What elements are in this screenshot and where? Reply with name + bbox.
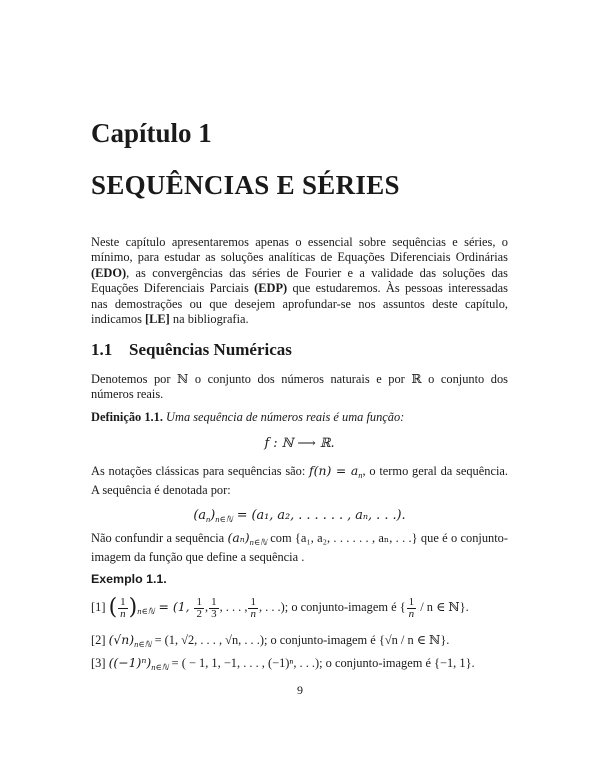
definition bbox=[91, 410, 404, 425]
confuse-seq: (aₙ) bbox=[227, 530, 250, 545]
definition-label: Definição 1.1. bbox=[91, 410, 163, 424]
chapter-label: Capítulo 1 bbox=[91, 118, 212, 148]
reference-le: [LE] bbox=[145, 312, 170, 327]
seq-lhs-sub: n bbox=[206, 514, 211, 524]
seq-rhs: = (a₁, a₂, . . . . . . , aₙ, . . .). bbox=[232, 508, 406, 523]
intro-text-a: Neste capítulo apresentaremos apenas o essencial sobre sequências e séries, o mínimo, para estudar as soluções analíticas de Equações Diferenciais Ordinárias bbox=[91, 235, 508, 265]
classic-sub: n bbox=[358, 470, 363, 480]
intro-text-b: , as convergências das séries de Fourier e a validade das soluções das Equações Diferenciais Parciais bbox=[91, 265, 508, 296]
sequence-display bbox=[91, 508, 508, 525]
confuse-text-b: com {a₁, a₂, . . . . . . , aₙ, . . .} que é o conjunto-imagem da função que define a sequência . bbox=[91, 531, 508, 565]
example-tag-1: [1] bbox=[91, 600, 106, 614]
seq-lhs-close: ) bbox=[210, 508, 216, 523]
example-index-1: n∈ℕ bbox=[137, 606, 155, 616]
example-item-1: [1] ( $\frac{1}{n}$ )$_{n\in ℕ} = (1$, $\frac{1}{2}$ , $\frac{1}{3}$ , . . . , $\frac{1}{n}$ , . . .); o conjunto-imagem é { $\frac{1}{n}$ / n ∈ ℕ}. bbox=[91, 595, 469, 620]
example-item-2: [2] $(√n)_{n\in ℕ} = (1$, √2, . . . , √n, . . .); o conjunto-imagem é {√n / n ∈ ℕ}. bbox=[91, 632, 450, 649]
section-heading bbox=[91, 340, 292, 360]
example-tag-2: [2] bbox=[91, 633, 106, 647]
classic-formula: f(n) = a bbox=[309, 463, 359, 478]
intro-paragraph bbox=[91, 235, 508, 327]
definition-formula: f : ℕ ⟶ ℝ. bbox=[264, 436, 335, 451]
example-expr-2: (√n) bbox=[108, 632, 135, 647]
example-item-3: [3] $((-1)^n)_{n\in ℕ}$ = ( − 1, 1, −1, . . . , (−1)ⁿ, . . .); o conjunto-imagem é {−1, 1}. bbox=[91, 655, 475, 672]
edo-abbrev: (EDO) bbox=[91, 265, 127, 280]
chapter-title: SEQUÊNCIAS E SÉRIES bbox=[91, 170, 400, 200]
confuse-text-a: Não confundir a sequência bbox=[91, 531, 228, 545]
example-expr-3: ((−1)ⁿ) bbox=[108, 655, 152, 670]
classic-text-a: As notações clássicas para sequências são: bbox=[91, 464, 310, 478]
classic-notation-paragraph bbox=[91, 463, 508, 499]
classic-text-b: , o termo geral da sequência. A sequência é denotada por: bbox=[91, 464, 508, 498]
fraction-1-over-n: $\frac{1}{n}$ bbox=[120, 595, 126, 620]
section-number: 1.1 bbox=[91, 340, 113, 359]
seq-lhs: (a bbox=[193, 508, 207, 523]
confuse-paragraph bbox=[91, 530, 508, 566]
confuse-seq-index: n∈ℕ bbox=[249, 537, 267, 547]
section-title: Sequências Numéricas bbox=[129, 340, 292, 359]
definition-text: Uma sequência de números reais é uma função: bbox=[166, 410, 405, 424]
example-label: Exemplo 1.1. bbox=[91, 572, 167, 586]
page-number: 9 bbox=[297, 683, 303, 697]
edp-abbrev: (EDP) bbox=[254, 281, 288, 296]
example-tag-3: [3] bbox=[91, 656, 106, 670]
intro-text-d: na bibliografia. bbox=[169, 312, 249, 327]
seq-index: n∈ℕ bbox=[215, 514, 233, 524]
intro-text-c: que estudaremos. Às pessoas interessadas nas demostrações ou que desejem aprofundar-se nos assuntos deste capítulo, indicamos bbox=[91, 281, 508, 327]
notation-paragraph: Denotemos por ℕ o conjunto dos números naturais e por ℝ o conjunto dos números reais. bbox=[91, 372, 508, 402]
